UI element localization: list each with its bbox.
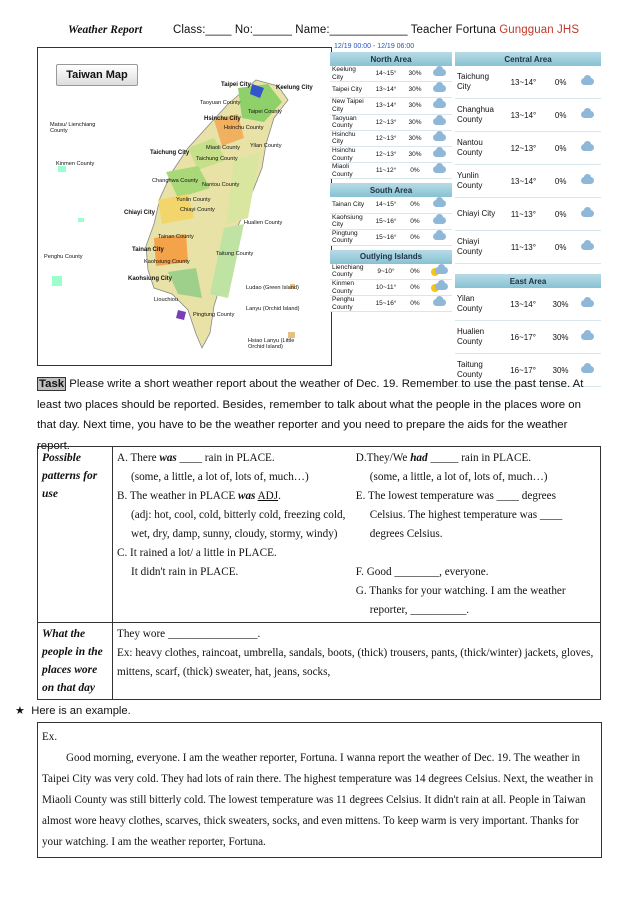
taiwan-map-image	[37, 47, 332, 366]
map-label: Matsu/ Lienchiang County	[50, 122, 96, 134]
forecast-area-title: East Area	[455, 274, 601, 288]
forecast-temp: 13~14°	[499, 99, 548, 132]
forecast-rain-chance: 30%	[548, 321, 574, 354]
forecast-temp: 12~13°	[368, 130, 404, 146]
forecast-table-islands	[330, 250, 452, 313]
table-row	[330, 264, 452, 280]
forecast-temp: 10~11°	[368, 280, 404, 296]
pattern-a-options: (some, a little, a lot of, lots of, much…)	[131, 471, 309, 483]
forecast-temp: 14~15°	[368, 66, 404, 82]
task-instructions	[37, 374, 601, 456]
map-label: Taichung County	[196, 156, 238, 162]
table-row	[330, 82, 452, 98]
forecast-city: Penghu County	[330, 296, 368, 312]
patterns-cell	[113, 447, 601, 623]
table-row	[455, 165, 601, 198]
pattern-d-options: (some, a little, a lot of, lots of, much…)	[369, 471, 548, 483]
forecast-rain-chance: 0%	[404, 197, 426, 213]
forecast-city: Miaoli County	[330, 163, 368, 179]
forecast-temp: 15~16°	[368, 296, 404, 312]
cloud-icon	[573, 99, 601, 132]
forecast-temp: 16~17°	[498, 354, 547, 387]
forecast-city: Lienchiang County	[330, 264, 368, 280]
forecast-temp: 11~12°	[368, 163, 404, 179]
forecast-city: Hualien County	[455, 321, 498, 354]
cloud-icon	[426, 163, 452, 179]
patterns-table	[37, 446, 601, 700]
forecast-rain-chance: 0%	[404, 264, 426, 280]
forecast-temp: 14~15°	[368, 197, 404, 213]
forecast-rain-chance: 30%	[404, 146, 426, 162]
forecast-rain-chance: 30%	[404, 114, 426, 130]
forecast-temp: 13~14°	[498, 288, 547, 321]
pattern-b-options: (adj: hot, cool, cold, bitterly cold, freezing cold, wet, dry, damp, sunny, cloudy, stormy, windy)	[131, 509, 346, 540]
forecast-city: Chiayi City	[455, 198, 499, 231]
forecast-temp: 15~16°	[368, 229, 404, 245]
map-label: Chiayi County	[180, 207, 215, 213]
map-label: Tainan City	[132, 247, 164, 253]
example-note	[15, 704, 131, 717]
cloud-icon	[426, 82, 452, 98]
map-label: Ludao (Green Island)	[246, 285, 299, 291]
forecast-temp: 16~17°	[498, 321, 547, 354]
cloud-icon	[426, 229, 452, 245]
forecast-temp: 13~14°	[368, 98, 404, 114]
table-row	[455, 321, 601, 354]
table-row	[330, 280, 452, 296]
table-row	[455, 132, 601, 165]
map-label: Kinmen County	[56, 161, 95, 167]
table-row	[330, 229, 452, 245]
forecast-rain-chance: 30%	[404, 82, 426, 98]
forecast-city: Tainan City	[330, 197, 368, 213]
cloud-icon	[573, 165, 601, 198]
forecast-rain-chance: 30%	[548, 288, 574, 321]
forecast-city: Yunlin County	[455, 165, 499, 198]
pattern-d: D.They/We had _____ rain in PLACE.	[355, 452, 532, 464]
map-label: Hsinchu County	[224, 125, 264, 131]
forecast-city: Hsinchu City	[330, 130, 368, 146]
map-title: Taiwan Map	[56, 64, 138, 86]
forecast-temp: 13~14°	[499, 165, 548, 198]
forecast-table-north	[330, 52, 452, 179]
wore-line: They wore ________________.	[117, 628, 261, 640]
forecast-city: Taipei City	[330, 82, 368, 98]
table-row	[455, 99, 601, 132]
forecast-temp: 15~16°	[368, 213, 404, 229]
map-label: Yunlin County	[176, 197, 211, 203]
table-row	[330, 163, 452, 179]
forecast-temp: 11~13°	[499, 198, 548, 231]
table-row	[330, 114, 452, 130]
cloud-icon	[426, 114, 452, 130]
wore-heading: What the people in the places wore on that day	[38, 623, 113, 700]
fields-text: Class:____ No:______ Name:____________ Teacher Fortuna	[173, 24, 496, 36]
table-row	[455, 66, 601, 99]
table-row	[330, 296, 452, 312]
forecast-rain-chance: 0%	[548, 99, 574, 132]
cloud-icon	[426, 197, 452, 213]
cloud-icon	[573, 231, 601, 264]
forecast-city: Nantou County	[455, 132, 499, 165]
star-icon: ★	[15, 705, 26, 717]
example-box	[37, 722, 602, 858]
forecast-temp: 12~13°	[368, 114, 404, 130]
pattern-c-negative: It didn't rain in PLACE.	[131, 566, 239, 578]
table-row	[330, 98, 452, 114]
student-fields	[173, 24, 579, 36]
map-label: Nantou County	[202, 182, 240, 188]
forecast-area-title: Outlying Islands	[330, 250, 452, 264]
forecast-city: Hsinchu County	[330, 146, 368, 162]
example-label: Here is an example.	[31, 705, 131, 717]
forecast-city: Pingtung County	[330, 229, 368, 245]
forecast-rain-chance: 30%	[404, 130, 426, 146]
cloud-icon	[573, 132, 601, 165]
map-label: Penghu County	[44, 254, 83, 260]
map-label: Taichung City	[150, 150, 190, 156]
forecast-city: Taoyuan County	[330, 114, 368, 130]
forecast-city: Yilan County	[455, 288, 498, 321]
forecast-city: Changhua County	[455, 99, 499, 132]
cloud-icon	[573, 288, 601, 321]
table-row	[455, 198, 601, 231]
forecast-rain-chance: 0%	[404, 163, 426, 179]
map-label: Yilan County	[250, 143, 282, 149]
patterns-heading: Possible patterns for use	[38, 447, 113, 623]
forecast-left-panel	[330, 52, 452, 312]
forecast-rain-chance: 30%	[404, 66, 426, 82]
pattern-a: A. There was ____ rain in PLACE.	[117, 452, 275, 464]
example-ex-label: Ex.	[42, 731, 58, 743]
pattern-b: B. The weather in PLACE was ADJ.	[117, 490, 281, 502]
forecast-rain-chance: 0%	[548, 198, 574, 231]
forecast-temp: 13~14°	[368, 82, 404, 98]
forecast-rain-chance: 0%	[548, 132, 574, 165]
map-label: Liouchiou	[154, 297, 178, 303]
map-label: Taipei City	[221, 82, 251, 88]
cloud-icon	[426, 296, 452, 312]
patterns-col-right	[356, 449, 578, 620]
map-label: Taitung County	[216, 251, 254, 257]
map-label: Kaohsiung County	[144, 259, 190, 265]
forecast-city: Taichung City	[455, 66, 499, 99]
pattern-f: F. Good ________, everyone.	[355, 566, 489, 578]
table-row	[330, 130, 452, 146]
forecast-rain-chance: 0%	[404, 280, 426, 296]
example-body: Good morning, everyone. I am the weather reporter, Fortuna. I wanna report the weather of Dec. 19. The weather in Taipei City was very cold. They had lots of rain there. The highest temperature was 14 degrees Celsius. Next, the weather in Miaoli County was still bitterly cold. The lowest temperature was 11 degrees Celsius. It didn't rain at all. People in Taiwan almost wore heavy clothes, scarves, thick sweaters, socks, and even mittens. To keep warm is very important. Thanks for your watching. I am the weather reporter, Fortuna.	[42, 752, 594, 848]
map-label: Hualien County	[244, 220, 283, 226]
map-label: Lanyu (Orchid Island)	[246, 306, 300, 312]
map-label: Keelung City	[276, 85, 313, 91]
forecast-temp: 11~13°	[499, 231, 548, 264]
table-row	[38, 623, 601, 700]
forecast-city: Taitung County	[455, 354, 498, 387]
forecast-city: Chiayi County	[455, 231, 499, 264]
map-label: Tainan County	[158, 234, 194, 240]
pattern-g: G. Thanks for your watching. I am the weather reporter, __________.	[355, 585, 566, 616]
cloud-icon	[573, 321, 601, 354]
forecast-date-range: 12/19 00:00 - 12/19 06:00	[334, 43, 415, 50]
sun-cloud-icon	[426, 280, 452, 296]
forecast-table-central	[455, 52, 601, 264]
map-label: Pingtung County	[193, 312, 235, 318]
forecast-rain-chance: 0%	[548, 165, 574, 198]
cloud-icon	[426, 66, 452, 82]
forecast-city: Kinmen County	[330, 280, 368, 296]
table-row	[330, 213, 452, 229]
cloud-icon	[426, 146, 452, 162]
pattern-c: C. It rained a lot/ a little in PLACE.	[117, 547, 277, 559]
worksheet-title: Weather Report	[68, 24, 143, 36]
map-label: Changhwa County	[152, 178, 199, 184]
map-label: Taipei County	[248, 109, 282, 115]
school-name: Gungguan JHS	[499, 24, 580, 36]
map-label: Kaohsiung City	[128, 276, 173, 282]
pattern-e: E. The lowest temperature was ____ degrees Celsius. The highest temperature was ____ degrees Celsius.	[355, 490, 563, 540]
table-row	[38, 447, 601, 623]
forecast-temp: 12~13°	[368, 146, 404, 162]
forecast-table-east	[455, 274, 601, 387]
map-label: Miaoli County	[206, 145, 240, 151]
forecast-table-south	[330, 183, 452, 246]
forecast-rain-chance: 0%	[548, 231, 574, 264]
forecast-area-title: Central Area	[455, 52, 601, 66]
forecast-temp: 9~10°	[368, 264, 404, 280]
forecast-rain-chance: 0%	[404, 213, 426, 229]
map-label: Taoyuan County	[200, 100, 241, 106]
table-row	[330, 66, 452, 82]
cloud-icon	[426, 213, 452, 229]
forecast-right-panel	[455, 52, 601, 387]
cloud-icon	[426, 130, 452, 146]
forecast-temp: 12~13°	[499, 132, 548, 165]
forecast-area-title: South Area	[330, 183, 452, 197]
forecast-rain-chance: 30%	[404, 98, 426, 114]
table-row	[330, 197, 452, 213]
forecast-area-title: North Area	[330, 52, 452, 66]
map-label: Hsiao Lanyu (Little Orchid Island)	[248, 338, 295, 350]
wore-cell	[113, 623, 601, 700]
worksheet-header	[0, 24, 638, 42]
task-text: Please write a short weather report about the weather of Dec. 19. Remember to use the past tense. At least two places should be reported. Besides, remember to talk about what the people in the places wore on that day. Next time, you have to be the weather reporter and you need to prepare the aids for the weather report.	[37, 378, 584, 452]
forecast-city: New Taipei City	[330, 98, 368, 114]
forecast-rain-chance: 0%	[404, 296, 426, 312]
sun-cloud-icon	[426, 264, 452, 280]
table-row	[455, 231, 601, 264]
patterns-col-left	[117, 449, 353, 582]
task-label: Task	[39, 378, 65, 390]
map-label: Chiayi City	[124, 210, 156, 216]
forecast-city: Kaohsiung City	[330, 213, 368, 229]
forecast-rain-chance: 0%	[548, 66, 574, 99]
map-label: Hsinchu City	[204, 116, 241, 122]
forecast-temp: 13~14°	[499, 66, 548, 99]
cloud-icon	[426, 98, 452, 114]
clothes-examples: Ex: heavy clothes, raincoat, umbrella, sandals, boots, (thick) trousers, pants, (thick/winter) jackets, gloves, mittens, scarf, (thick) sweater, hat, jeans, socks,	[117, 647, 594, 678]
table-row	[330, 146, 452, 162]
forecast-city: Keelung City	[330, 66, 368, 82]
table-row	[455, 288, 601, 321]
cloud-icon	[573, 66, 601, 99]
forecast-rain-chance: 0%	[404, 229, 426, 245]
cloud-icon	[573, 198, 601, 231]
forecast-rain-chance: 30%	[548, 354, 574, 387]
